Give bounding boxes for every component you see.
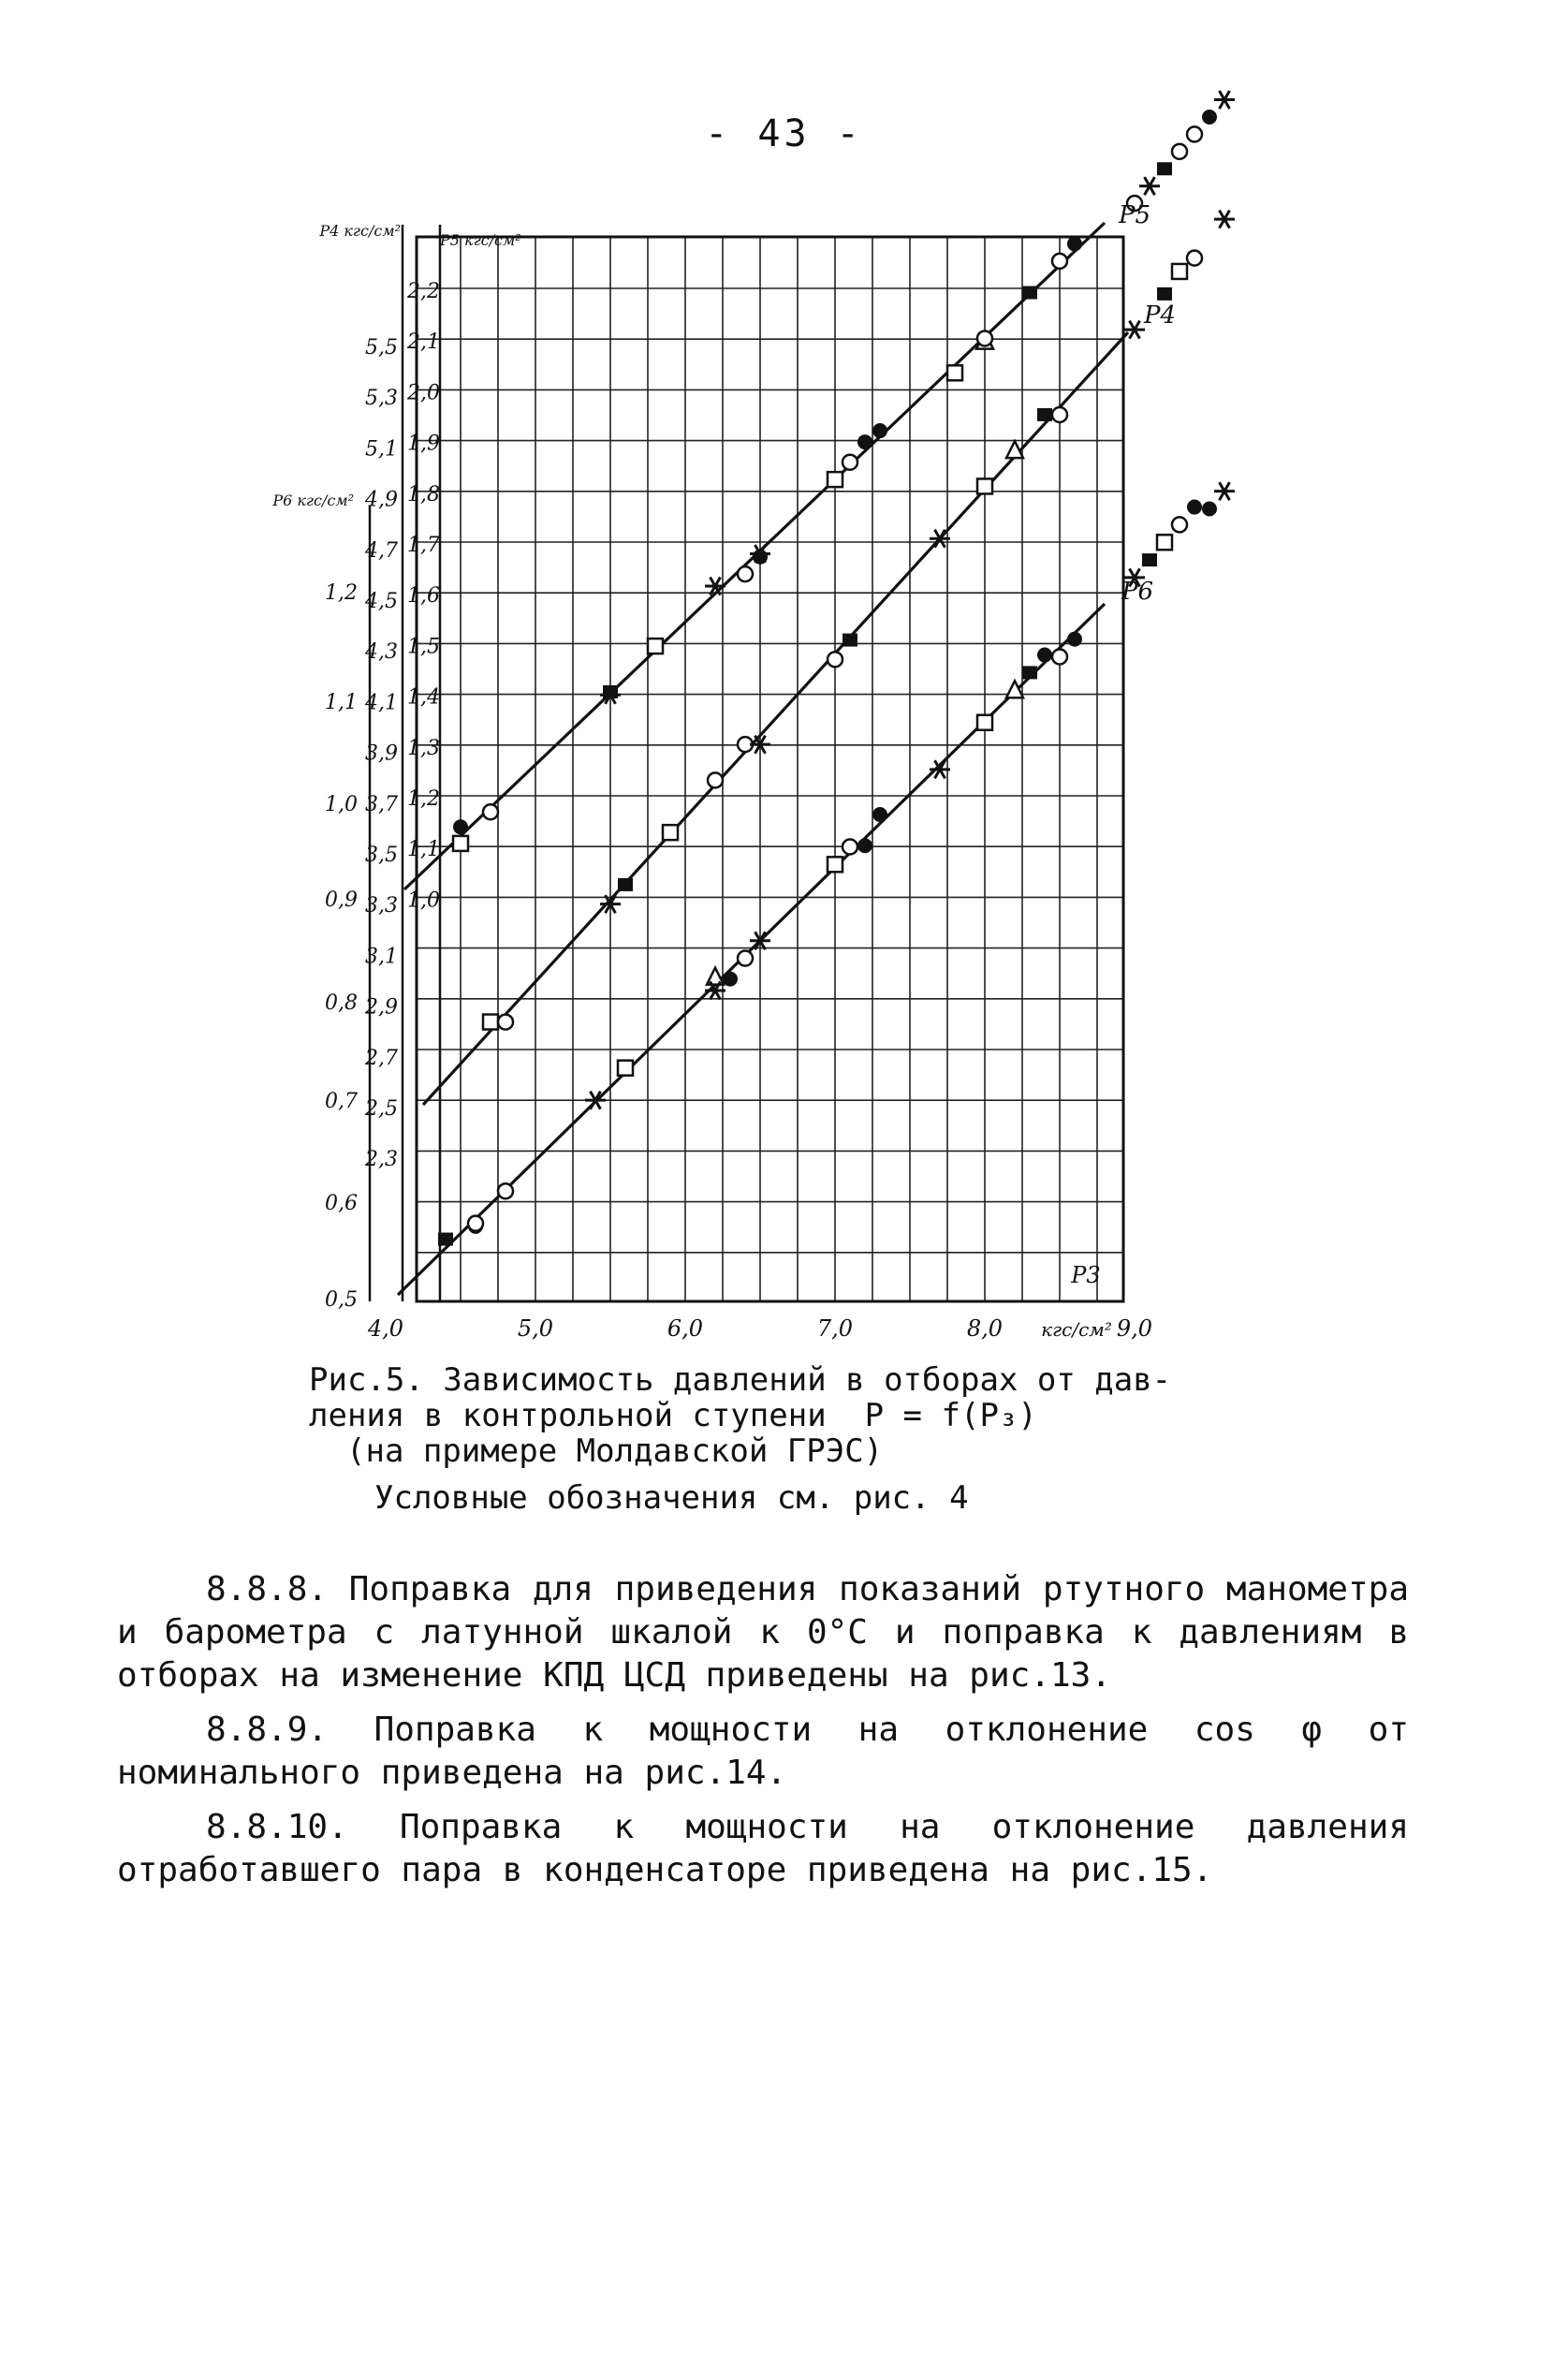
data-point-p4 bbox=[828, 652, 843, 667]
regression-lines bbox=[398, 223, 1128, 1295]
body-text bbox=[117, 1568, 1409, 1903]
p4-tick-label: 2,7 bbox=[365, 1046, 398, 1070]
p6-tick-label: 1,2 bbox=[325, 581, 358, 605]
data-point-p5 bbox=[648, 639, 663, 653]
data-point-p6 bbox=[723, 972, 738, 987]
x-tick-label: 4,0 bbox=[367, 1315, 404, 1342]
p5-tick-label: 1,6 bbox=[407, 584, 440, 609]
data-point-p5 bbox=[1187, 126, 1202, 141]
p6-axis-title: P6 кгс/см² bbox=[272, 492, 354, 509]
data-point-p6 bbox=[1157, 535, 1172, 550]
p4-tick-label: 4,9 bbox=[365, 488, 398, 512]
caption-line-2: ления в контрольной ступени P = f(P₃) bbox=[309, 1397, 1037, 1434]
p5-tick-label: 1,1 bbox=[407, 838, 440, 862]
data-point-p6 bbox=[468, 1216, 483, 1231]
data-point-p6 bbox=[872, 807, 887, 822]
line-label-p6: P6 bbox=[1121, 578, 1154, 606]
data-point-p6 bbox=[1052, 650, 1067, 665]
line-label-p4: P4 bbox=[1144, 301, 1177, 330]
data-point-p4 bbox=[1172, 264, 1187, 279]
chart-labels bbox=[271, 201, 1176, 1342]
x-tick-label: 5,0 bbox=[517, 1315, 554, 1342]
data-point-p4 bbox=[1214, 211, 1235, 228]
data-point-p6 bbox=[977, 715, 992, 730]
data-point-p6 bbox=[1187, 500, 1202, 515]
data-point-p5 bbox=[843, 455, 857, 470]
p5-tick-label: 1,0 bbox=[407, 888, 440, 913]
line-label-p5: P5 bbox=[1119, 201, 1151, 229]
data-point-p5 bbox=[1022, 286, 1037, 300]
p5-axis-title: P5 кгс/см² bbox=[440, 231, 521, 249]
paragraph-8-8-8: 8.8.8. Поправка для приведения показаний ртутного манометра и барометра с латунной шкалой к 0°С и поправка к давлениям в отборах на изменение КПД ЦСД приведены на рис.13. bbox=[117, 1570, 1409, 1695]
data-point-p5 bbox=[872, 423, 887, 438]
data-point-p5 bbox=[1067, 236, 1082, 251]
caption-line-3: (на примере Молдавской ГРЭС) bbox=[346, 1432, 884, 1470]
p4-tick-label: 2,5 bbox=[365, 1097, 398, 1121]
p4-tick-label: 5,5 bbox=[365, 336, 398, 360]
p5-tick-label: 2,1 bbox=[407, 330, 440, 355]
data-point-p6 bbox=[1202, 502, 1217, 517]
caption-line-1: Рис.5. Зависимость давлений в отборах от дав- bbox=[309, 1361, 1172, 1399]
data-point-p4 bbox=[483, 1015, 498, 1030]
p6-tick-label: 0,5 bbox=[325, 1288, 358, 1312]
p4-tick-label: 5,3 bbox=[365, 387, 398, 411]
p6-tick-label: 0,6 bbox=[325, 1192, 358, 1215]
data-point-p5 bbox=[1139, 177, 1160, 195]
p4-tick-label: 2,9 bbox=[365, 995, 398, 1020]
data-point-p4 bbox=[843, 634, 857, 647]
data-point-p4 bbox=[1037, 408, 1052, 421]
data-point-p6 bbox=[738, 951, 753, 966]
p4-tick-label: 4,1 bbox=[365, 691, 398, 715]
paragraph-8-8-10: 8.8.10. Поправка к мощности на отклонение давления отработавшего пара в конденсаторе приведена на рис.15. bbox=[117, 1808, 1409, 1889]
legend-reference: Условные обозначения см. рис. 4 bbox=[374, 1479, 969, 1517]
x-tick-label: 8,0 bbox=[966, 1315, 1004, 1342]
p5-tick-label: 1,4 bbox=[407, 685, 440, 710]
data-point-p5 bbox=[828, 472, 843, 487]
p5-tick-label: 1,3 bbox=[407, 736, 440, 760]
figure-caption bbox=[309, 1362, 1245, 1469]
p5-tick-label: 1,8 bbox=[407, 482, 440, 507]
p4-tick-label: 5,1 bbox=[365, 437, 398, 462]
p4-tick-label: 3,7 bbox=[365, 792, 398, 816]
paragraph-8-8-9: 8.8.9. Поправка к мощности на отклонение cos φ от номинального приведена на рис.14. bbox=[117, 1711, 1409, 1792]
data-point-p6 bbox=[1172, 517, 1187, 532]
data-point-p6 bbox=[1142, 553, 1157, 566]
data-point-p4 bbox=[977, 478, 992, 493]
p5-tick-label: 1,5 bbox=[407, 635, 440, 659]
data-point-p5 bbox=[1172, 144, 1187, 159]
p3-axis-title: P3 bbox=[1071, 1262, 1101, 1288]
p4-tick-label: 3,5 bbox=[365, 844, 398, 867]
data-point-p6 bbox=[1067, 632, 1082, 647]
data-point-p5 bbox=[977, 330, 992, 345]
p5-tick-label: 1,2 bbox=[407, 787, 440, 811]
p5-tick-label: 2,2 bbox=[407, 280, 440, 303]
data-point-p5 bbox=[857, 434, 872, 449]
data-point-p6 bbox=[618, 1061, 633, 1076]
data-point-p6 bbox=[1214, 482, 1235, 500]
p5-tick-label: 2,0 bbox=[407, 381, 440, 405]
data-point-p5 bbox=[738, 566, 753, 581]
p6-tick-label: 0,7 bbox=[325, 1090, 358, 1113]
p4-tick-label: 4,5 bbox=[365, 590, 398, 613]
data-point-p6 bbox=[438, 1233, 453, 1246]
p4-tick-label: 2,3 bbox=[365, 1148, 398, 1172]
data-point-p5 bbox=[1202, 110, 1217, 125]
p4-tick-label: 4,3 bbox=[365, 640, 398, 665]
data-point-p4 bbox=[708, 772, 723, 787]
data-point-p5 bbox=[603, 685, 618, 698]
data-point-p5 bbox=[483, 804, 498, 819]
data-point-p4 bbox=[1157, 287, 1172, 301]
x-tick-label: 9,0 bbox=[1116, 1315, 1153, 1342]
p4-tick-label: 3,1 bbox=[365, 945, 398, 969]
p6-tick-label: 0,9 bbox=[325, 888, 358, 912]
p4-tick-label: 3,9 bbox=[365, 742, 398, 766]
p6-tick-label: 1,0 bbox=[325, 793, 358, 816]
p5-tick-label: 1,7 bbox=[407, 534, 440, 557]
data-point-p6 bbox=[857, 838, 872, 853]
data-point-p6 bbox=[843, 839, 857, 854]
x-unit-label: кгс/см² bbox=[1041, 1318, 1112, 1341]
x-tick-label: 7,0 bbox=[816, 1315, 854, 1342]
data-point-p4 bbox=[1187, 251, 1202, 266]
data-point-p5 bbox=[453, 819, 468, 834]
plot-frame bbox=[417, 237, 1123, 1301]
data-points bbox=[438, 91, 1235, 1246]
data-point-p5 bbox=[1214, 91, 1235, 109]
page-number: - 43 - bbox=[705, 112, 863, 155]
data-point-p4 bbox=[498, 1015, 513, 1030]
chart-grid bbox=[417, 237, 1123, 1301]
data-point-p4 bbox=[663, 825, 678, 840]
p4-tick-label: 4,7 bbox=[365, 538, 398, 563]
p4-axis-title: P4 кгс/см² bbox=[319, 222, 401, 240]
data-point-p6 bbox=[828, 857, 843, 872]
data-point-p4 bbox=[1052, 407, 1067, 422]
data-point-p6 bbox=[1022, 666, 1037, 679]
data-point-p6 bbox=[1006, 681, 1023, 698]
p6-tick-label: 0,8 bbox=[325, 991, 358, 1015]
data-point-p4 bbox=[1124, 321, 1145, 339]
data-point-p5 bbox=[1157, 162, 1172, 175]
data-point-p5 bbox=[1052, 254, 1067, 269]
p4-tick-label: 3,3 bbox=[365, 894, 398, 918]
data-point-p6 bbox=[498, 1183, 513, 1198]
x-tick-label: 6,0 bbox=[667, 1315, 704, 1342]
data-point-p6 bbox=[1037, 648, 1052, 663]
data-point-p4 bbox=[618, 878, 633, 891]
data-point-p5 bbox=[947, 365, 962, 380]
p6-tick-label: 1,1 bbox=[325, 691, 358, 714]
data-point-p6 bbox=[707, 968, 724, 985]
data-point-p5 bbox=[453, 836, 468, 851]
p5-tick-label: 1,9 bbox=[407, 432, 440, 456]
